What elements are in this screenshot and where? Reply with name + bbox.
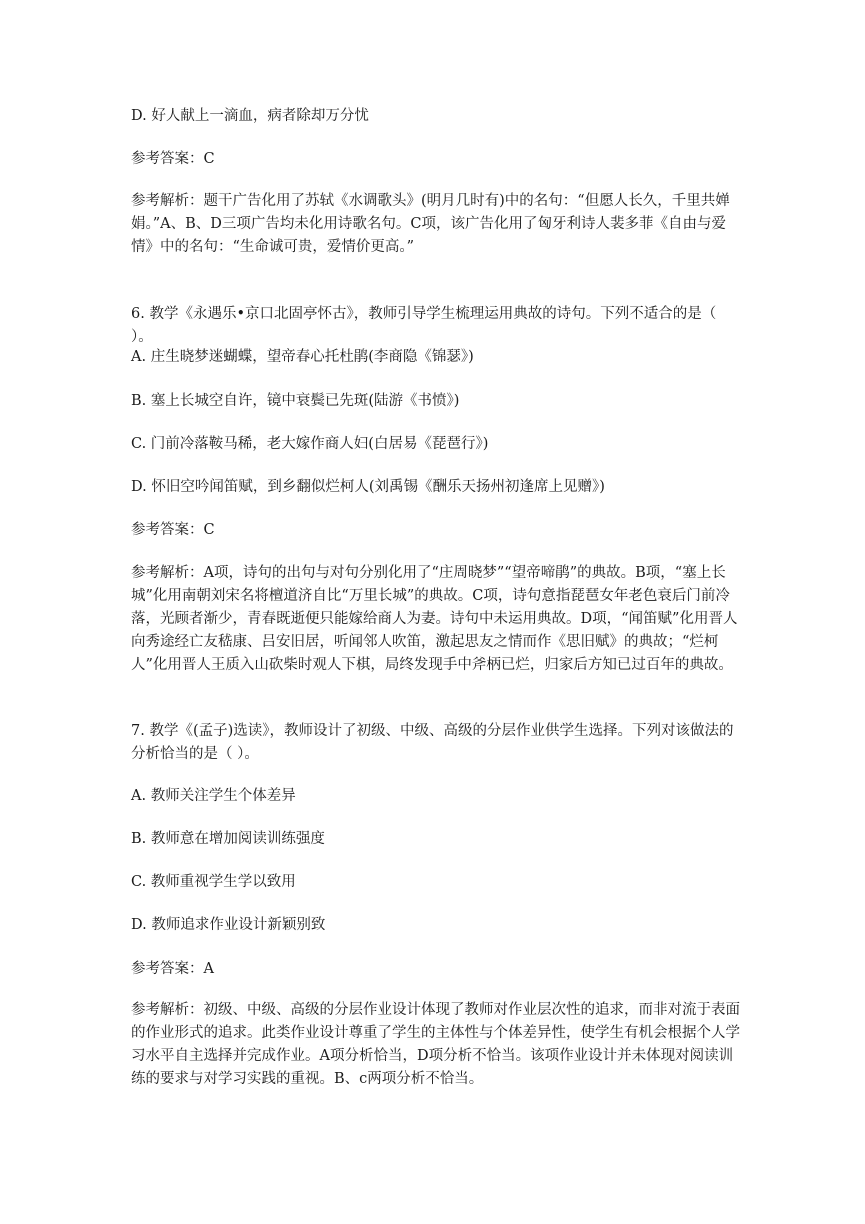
option-b-q6: B. 塞上长城空自许，镜中衰鬓已先斑(陆游《书愤》) [131,393,460,409]
explanation-q5: 参考解析：题干广告化用了苏轼《水调歌头》(明月几时有)中的名句：“但愿人长久，千里共婵娟。”A、B、D三项广告均未化用诗歌名句。C项，该广告化用了匈牙利诗人裴多菲《自由与爱情》中的名句：“生命诚可贵，爱情价更高。” [131,193,730,255]
option-c-q7: C. 教师重视学生学以致用 [131,874,296,890]
option-d-q5: D. 好人献上一滴血，病者除却万分忧 [131,108,369,124]
explanation-q6: 参考解析：A项，诗句的出句与对句分别化用了“庄周晓梦”“望帝啼鹃”的典故。B项，“塞上长城”化用南朝刘宋名将檀道济自比“万里长城”的典故。C项，诗句意指琵琶女年老色衰后门前冷落，光顾者渐少，青春既逝便只能嫁给商人为妻。诗句中未运用典故。D项，“闻笛赋”化用晋人向秀途经亡友嵇康、吕安旧居，听闻邻人吹笛，激起思友之情而作《思旧赋》的典故；“烂柯人”化用晋人王质入山砍柴时观人下棋，局终发现手中斧柄已烂，归家后方知已过百年的典故。 [131,565,738,673]
answer-q7: 参考答案：A [131,961,214,977]
explanation-q7: 参考解析：初级、中级、高级的分层作业设计体现了教师对作业层次性的追求，而非对流于表面的作业形式的追求。此类作业设计尊重了学生的主体性与个体差异性，使学生有机会根据个人学习水平自主选择并完成作业。A项分析恰当，D项分析不恰当。该项作业设计并未体现对阅读训练的要求与对学习实践的重视。B、c两项分析不恰当。 [131,1002,740,1087]
option-c-q6: C. 门前冷落鞍马稀，老大嫁作商人妇(白居易《琵琶行》) [131,436,489,452]
option-d-q7: D. 教师追求作业设计新颖别致 [131,917,326,933]
question-7: 7. 教学《(孟子)选读》，教师设计了初级、中级、高级的分层作业供学生选择。下列对该做法的分析恰当的是（ ）。 [131,723,734,762]
option-b-q7: B. 教师意在增加阅读训练强度 [131,831,325,847]
question-6: 6. 教学《永遇乐•京口北固亭怀古》，教师引导学生梳理运用典故的诗句。下列不适合的是（ ）。 [131,306,717,345]
answer-q5: 参考答案：C [131,151,215,167]
answer-q6: 参考答案：C [131,522,215,538]
option-d-q6: D. 怀旧空吟闻笛赋，到乡翻似烂柯人(刘禹锡《酬乐天扬州初逢席上见赠》) [131,479,605,495]
option-a-q7: A. 教师关注学生个体差异 [131,788,296,804]
option-a-q6: A. 庄生晓梦迷蝴蝶，望帝春心托杜鹃(李商隐《锦瑟》) [131,349,474,365]
